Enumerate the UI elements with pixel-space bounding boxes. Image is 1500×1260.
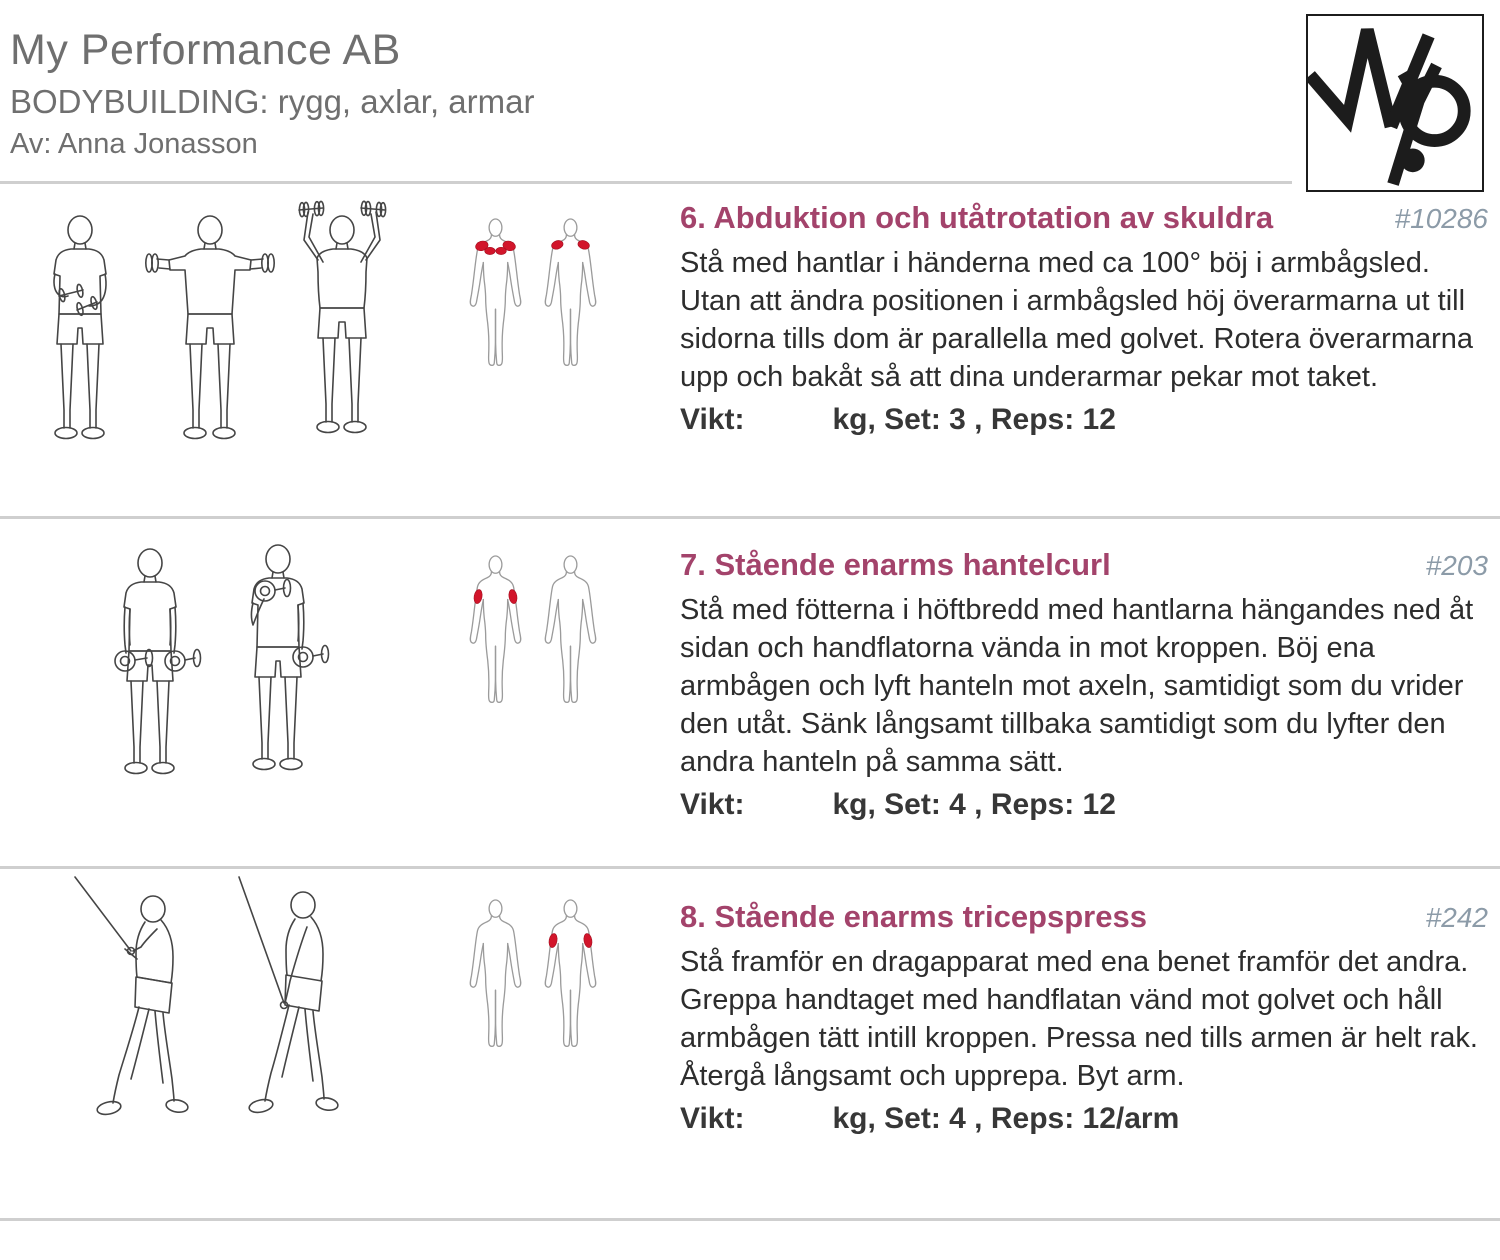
exercise-description: Stå med fötterna i höftbredd med hantlarna hängandes ned åt sidan och handflatorna vända in mot kroppen. Böj ena armbågen och lyft hanteln mot axeln, samtidigt som du vrider den utåt. Sänk långsamt tillbaka samtidigt som du lyfter den andra hanteln på samma sätt. xyxy=(680,594,1474,778)
exercise-title: 8. Stående enarms tricepspress xyxy=(680,899,1147,934)
cable-pressdown-figures-icon xyxy=(65,873,375,1155)
exercise-7-text xyxy=(625,519,1500,822)
myp-logo-icon xyxy=(1308,16,1482,190)
muscle-map-biceps-icon xyxy=(447,555,619,707)
program-title: BODYBUILDING: rygg, axlar, armar xyxy=(10,83,535,120)
header xyxy=(0,0,1500,161)
exercise-8-text xyxy=(625,869,1500,1136)
exercise-ref: #242 xyxy=(1425,902,1488,933)
exercise-row-8 xyxy=(0,869,1500,1218)
exercise-ref: #10286 xyxy=(1394,203,1488,234)
sets-reps: kg, Set: 3 , Reps: 12 xyxy=(832,403,1116,436)
exercise-description: Stå med hantlar i händerna med ca 100° böj i armbågsled. Utan att ändra positionen i armbågsled höj överarmarna ut till sidorna tills dom är parallella med golvet. Rotera överarmarna upp och bakåt så att dina underarmar pekar mot taket. xyxy=(680,247,1474,393)
exercise-stats-line xyxy=(680,403,1488,437)
exercise-6-illustration xyxy=(0,184,440,470)
muscle-map-triceps-icon xyxy=(447,899,619,1051)
exercise-6-text xyxy=(625,184,1500,437)
muscle-chart-6 xyxy=(440,184,625,370)
exercise-row-7 xyxy=(0,519,1500,866)
exercise-row-6 xyxy=(0,184,1500,516)
exercise-stats-line xyxy=(680,788,1488,822)
exercise-8-illustration xyxy=(0,869,440,1155)
exercise-stats-line xyxy=(680,1102,1488,1136)
exercise-ref: #203 xyxy=(1425,550,1488,581)
exercise-title: 6. Abduktion och utåtrotation av skuldra xyxy=(680,200,1274,235)
exercise-7-illustration xyxy=(0,519,440,809)
bottom-divider xyxy=(0,1218,1500,1221)
exercise-description: Stå framför en dragapparat med ena benet framför det andra. Greppa handtaget med handflatan vänd mot golvet och håll armbågen tätt intill kroppen. Pressa ned tills armen är helt rak. Återgå långsamt och upprepa. Byt arm. xyxy=(680,946,1478,1092)
author-line: Av: Anna Jonasson xyxy=(10,128,258,160)
muscle-chart-8 xyxy=(440,869,625,1051)
muscle-chart-7 xyxy=(440,519,625,707)
exercise-title: 7. Stående enarms hantelcurl xyxy=(680,547,1111,582)
weight-label: Vikt: xyxy=(680,403,745,436)
sets-reps: kg, Set: 4 , Reps: 12/arm xyxy=(832,1102,1180,1135)
sets-reps: kg, Set: 4 , Reps: 12 xyxy=(832,788,1116,821)
weight-label: Vikt: xyxy=(680,1102,745,1135)
company-logo xyxy=(1306,14,1484,192)
company-name: My Performance AB xyxy=(10,26,401,74)
muscle-map-shoulders-icon xyxy=(447,218,619,370)
dumbbell-abduction-figures-icon xyxy=(25,198,415,470)
weight-label: Vikt: xyxy=(680,788,745,821)
dumbbell-curl-figures-icon xyxy=(95,533,345,809)
